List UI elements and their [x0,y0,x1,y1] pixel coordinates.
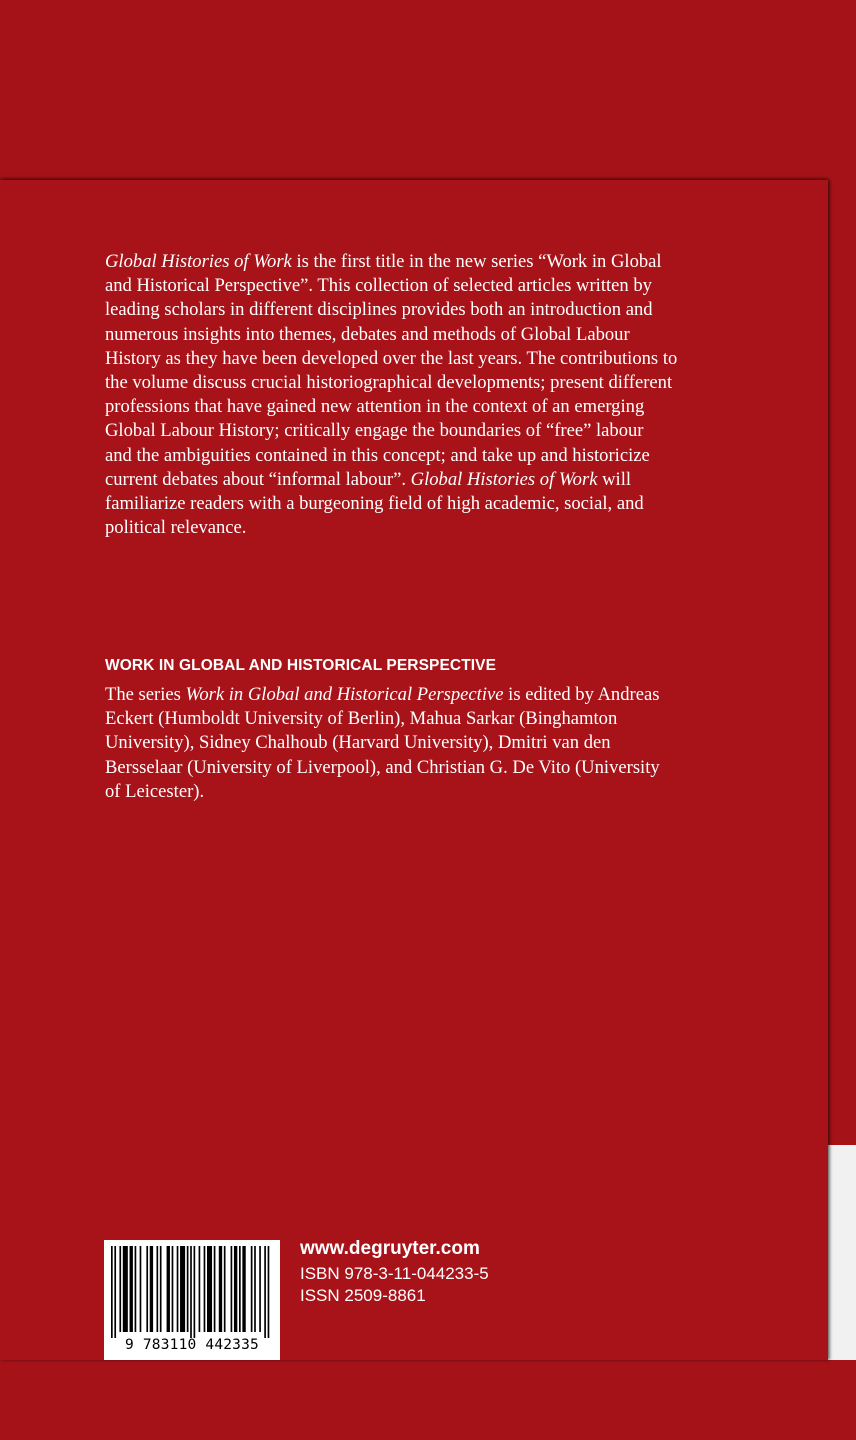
barcode-bar [259,1246,261,1332]
text-segment: and Historical Perspective”. This collection of selected articles written by [105,275,652,297]
barcode-bar [135,1246,137,1332]
barcode-bar [190,1246,192,1338]
text-segment: political relevance. [105,517,247,539]
barcode-bar [167,1246,170,1332]
barcode-bar [204,1246,206,1332]
text-segment: is the first title in the new series “Work in Global [291,251,662,272]
barcode-bar [231,1246,233,1332]
barcode-bar [219,1246,222,1332]
barcode-bar [123,1246,128,1332]
text-segment: University), Sidney Chalhoub (Harvard University), Dmitri van den [105,732,611,754]
barcode-bar [224,1246,226,1332]
text-segment: Global Labour History; critically engage the boundaries of “free” labour [105,420,644,442]
barcode-bar [251,1246,253,1332]
barcode-bar [177,1246,179,1332]
issn-number: ISSN 2509-8861 [300,1286,426,1305]
barcode-bar [207,1246,212,1332]
text-segment: numerous insights into themes, debates and methods of Global Labour [105,323,630,345]
book-description [105,250,745,540]
text-segment: familiarize readers with a burgeoning field of high academic, social, and [105,493,644,515]
barcode-bar [242,1246,245,1332]
series-heading: WORK IN GLOBAL AND HISTORICAL PERSPECTIVE [105,657,497,674]
italic-title-text: Work in Global and Historical Perspective [185,684,504,705]
barcode-bar [160,1246,162,1332]
barcode-bar [114,1246,116,1338]
text-segment: will [597,468,632,490]
barcode-bar [111,1246,113,1338]
barcode-bar [214,1246,216,1332]
page-edge-strip [828,1145,856,1360]
text-segment: leading scholars in different disciplines provides both an introduction and [105,299,653,321]
text-segment: and the ambiguities contained in this concept; and take up and historicize [105,444,650,466]
barcode-bar [150,1246,153,1332]
barcode-bar [234,1246,237,1332]
text-segment: professions that have gained new attention in the context of an emerging [105,396,645,418]
barcode-bar [180,1246,185,1332]
barcode-bars-icon [111,1246,271,1338]
barcode-bar [146,1246,148,1332]
series-editors-text [105,683,745,804]
barcode-bar [254,1246,256,1332]
isbn-number: ISBN 978-3-11-044233-5 [300,1264,489,1283]
barcode-bar [187,1246,189,1332]
barcode-digits: 9 783110 442335 [125,1337,259,1353]
barcode-bar [199,1246,201,1332]
text-segment: of Leicester). [105,780,205,802]
barcode-bar [130,1246,133,1332]
barcode-bar [119,1246,121,1332]
publisher-url: www.degruyter.com [300,1238,480,1259]
text-segment: is edited by Andreas [503,684,660,705]
italic-title-text: Global Histories of Work [410,468,598,490]
barcode-bar [264,1246,266,1338]
text-segment: Eckert (Humboldt University of Berlin), Mahua Sarkar (Binghamton [105,708,618,730]
text-segment: current debates about “informal labour”. [105,468,411,490]
text-segment: the volume discuss crucial historiographical developments; present different [105,372,673,394]
barcode-bar [194,1246,196,1338]
barcode-bar [156,1246,158,1332]
text-segment: History as they have been developed over the last years. The contributions to [105,347,678,369]
text-segment: The series [105,684,186,705]
barcode-bar [268,1246,270,1338]
barcode-bar [140,1246,142,1332]
barcode-bar [239,1246,241,1332]
isbn-barcode [104,1240,280,1360]
barcode-bar [172,1246,174,1332]
text-segment: Bersselaar (University of Liverpool), and Christian G. De Vito (University [105,756,660,778]
italic-title-text: Global Histories of Work [105,251,292,272]
